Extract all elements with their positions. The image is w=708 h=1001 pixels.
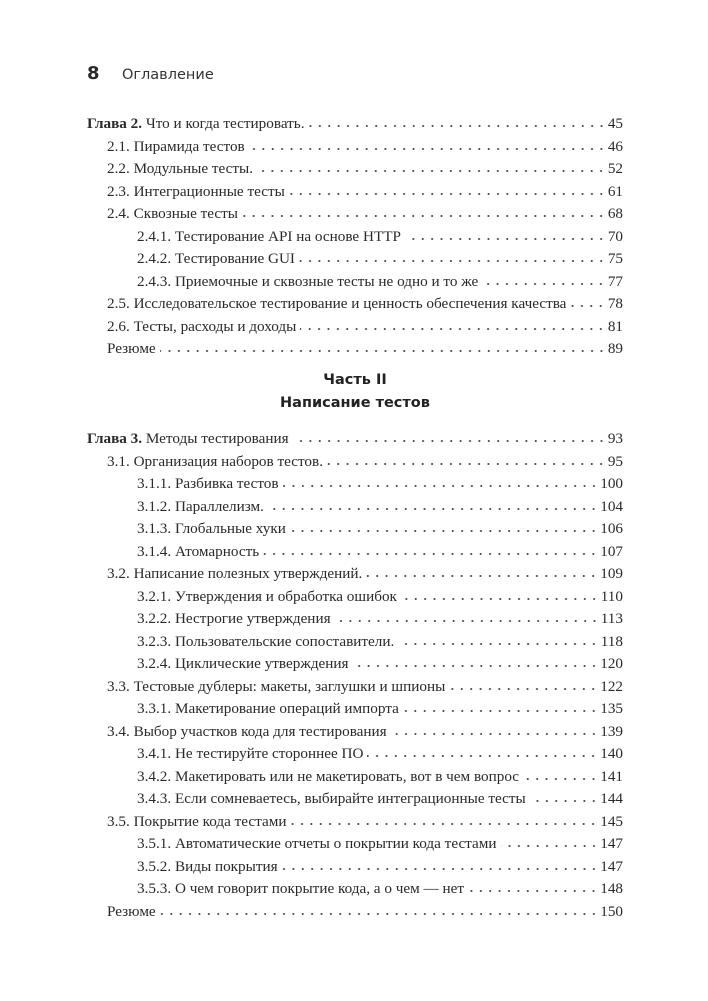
dot-leader xyxy=(300,327,605,331)
page-number: 8 xyxy=(87,63,100,84)
dot-leader xyxy=(160,349,606,353)
dot-leader xyxy=(353,664,599,668)
toc-entry xyxy=(87,878,623,901)
toc-entry xyxy=(87,563,623,586)
toc-entry xyxy=(87,203,623,226)
toc-entry xyxy=(87,451,623,474)
dot-leader xyxy=(366,574,598,578)
toc-entry-title xyxy=(137,743,363,766)
dot-leader xyxy=(468,889,598,893)
entry-label: 3.5.2. Виды покрытия xyxy=(137,857,278,875)
chapter-prefix: Глава 3. xyxy=(87,430,143,447)
toc-entry xyxy=(87,833,623,856)
dot-leader xyxy=(403,709,598,713)
toc-entry-title xyxy=(137,653,349,676)
toc-entry-title xyxy=(137,856,278,879)
dot-leader xyxy=(482,282,606,286)
entry-label: 3.5. Покрытие кода тестами xyxy=(107,812,287,830)
dot-leader xyxy=(257,169,606,173)
entry-label: Резюме xyxy=(107,340,156,357)
toc-entry-title xyxy=(107,158,253,181)
entry-page-number: 100 xyxy=(600,475,623,492)
entry-page-number: 139 xyxy=(600,722,623,740)
entry-label: 2.4. Сквозные тесты xyxy=(107,205,238,222)
dot-leader xyxy=(398,642,599,646)
toc-entry xyxy=(87,901,623,924)
dot-leader xyxy=(249,147,606,151)
chapter-prefix: Глава 2. xyxy=(87,115,143,132)
entry-label: 2.4.3. Приемочные и сквозные тесты не одно и то же xyxy=(137,272,479,290)
entry-page-number: 75 xyxy=(607,250,623,267)
entry-label: 2.1. Пирамида тестов xyxy=(107,137,245,155)
toc-entry-title xyxy=(137,496,264,519)
dot-leader xyxy=(570,304,605,308)
part-number: Часть II xyxy=(323,372,387,388)
dot-leader xyxy=(335,619,599,623)
entry-label: Что и когда тестировать. xyxy=(145,115,305,132)
dot-leader xyxy=(160,912,599,916)
entry-label: 3.2.3. Пользовательские сопоставители. xyxy=(137,632,395,650)
entry-page-number: 141 xyxy=(600,767,623,785)
entry-page-number: 110 xyxy=(600,587,623,605)
entry-page-number: 106 xyxy=(600,520,623,537)
toc-entry xyxy=(87,676,623,699)
toc-entry-title xyxy=(87,428,289,451)
toc-entry xyxy=(87,181,623,204)
toc-entry-title xyxy=(137,833,497,856)
dot-leader xyxy=(289,192,606,196)
entry-page-number: 68 xyxy=(607,205,623,222)
dot-leader xyxy=(293,439,606,443)
entry-page-number: 140 xyxy=(600,745,623,762)
toc-entry-title xyxy=(137,473,279,496)
toc-entry xyxy=(87,316,623,339)
toc-entry-title xyxy=(137,586,397,609)
dot-leader xyxy=(327,462,606,466)
entry-page-number: 93 xyxy=(607,430,623,447)
toc-entry-title xyxy=(137,541,259,564)
entry-label: 2.3. Интеграционные тесты xyxy=(107,182,285,200)
running-header xyxy=(87,63,214,87)
toc-entry-title xyxy=(137,226,401,249)
entry-label: 2.4.1. Тестирование API на основе HTTP xyxy=(137,227,401,245)
entry-page-number: 118 xyxy=(600,632,623,650)
toc-entry xyxy=(87,158,623,181)
part-title: Написание тестов xyxy=(280,395,430,411)
entry-label: 3.4.1. Не тестируйте стороннее ПО xyxy=(137,745,364,762)
entry-label: 3.1.1. Разбивка тестов xyxy=(137,475,279,492)
entry-label: 3.3. Тестовые дублеры: макеты, заглушки и шпионы xyxy=(107,677,446,695)
entry-label: 3.2. Написание полезных утверждений. xyxy=(107,565,363,582)
dot-leader xyxy=(242,214,606,218)
toc-entry-title xyxy=(137,766,519,789)
toc-entry xyxy=(87,608,623,631)
entry-page-number: 95 xyxy=(607,452,623,470)
toc-entry-title xyxy=(137,248,295,271)
toc-entry xyxy=(87,136,623,159)
entry-label: 3.1.2. Параллелизм. xyxy=(137,497,264,515)
toc-entry xyxy=(87,338,623,361)
toc-entry xyxy=(87,248,623,271)
toc-entry xyxy=(87,293,623,316)
entry-label: 3.3.1. Макетирование операций импорта xyxy=(137,700,399,717)
toc-entry xyxy=(87,496,623,519)
toc-entry-title xyxy=(107,901,156,924)
entry-page-number: 145 xyxy=(600,812,623,830)
toc-chapter-entry xyxy=(87,113,623,136)
running-title: Оглавление xyxy=(122,67,214,83)
toc-entry-title xyxy=(137,518,286,541)
dot-leader xyxy=(283,484,599,488)
toc-entry xyxy=(87,586,623,609)
toc-entry-title xyxy=(137,608,331,631)
dot-leader xyxy=(449,687,598,691)
toc-chapter-entry xyxy=(87,428,623,451)
entry-page-number: 70 xyxy=(607,227,623,245)
entry-label: 3.2.1. Утверждения и обработка ошибок xyxy=(137,587,397,605)
toc-entry xyxy=(87,721,623,744)
toc-entry-title xyxy=(107,811,286,834)
entry-page-number: 89 xyxy=(607,340,623,357)
entry-page-number: 107 xyxy=(600,542,623,560)
entry-page-number: 61 xyxy=(607,182,623,200)
toc-entry xyxy=(87,743,623,766)
dot-leader xyxy=(405,237,606,241)
entry-label: 3.1.4. Атомарность xyxy=(137,542,260,560)
toc-entry xyxy=(87,698,623,721)
dot-leader xyxy=(391,732,599,736)
toc-entry-title xyxy=(137,271,478,294)
entry-page-number: 46 xyxy=(607,137,623,155)
toc-entry-title xyxy=(107,676,445,699)
entry-label: 2.4.2. Тестирование GUI xyxy=(137,250,295,267)
entry-label: 3.5.1. Автоматические отчеты о покрытии кода тестами xyxy=(137,835,497,852)
toc-entry-title xyxy=(107,338,156,361)
entry-page-number: 109 xyxy=(600,565,623,582)
toc-entry xyxy=(87,473,623,496)
entry-page-number: 120 xyxy=(600,655,623,672)
entry-page-number: 52 xyxy=(607,160,623,177)
toc-entry xyxy=(87,518,623,541)
toc-entry-title xyxy=(107,316,296,339)
entry-label: 3.4.2. Макетировать или не макетировать, вот в чем вопрос xyxy=(137,767,520,785)
dot-leader xyxy=(530,799,598,803)
toc-chapter-2 xyxy=(87,113,623,361)
toc-entry-title xyxy=(137,631,394,654)
entry-label: 3.5.3. О чем говорит покрытие кода, а о чем — нет xyxy=(137,880,465,897)
dot-leader xyxy=(367,754,598,758)
entry-label: Резюме xyxy=(107,902,156,920)
toc-entry-title xyxy=(107,181,285,204)
toc-entry xyxy=(87,811,623,834)
toc-entry-title xyxy=(137,788,526,811)
dot-leader xyxy=(282,867,599,871)
entry-page-number: 104 xyxy=(600,497,623,515)
toc-entry-title xyxy=(87,113,305,136)
toc-entry xyxy=(87,766,623,789)
toc-entry-title xyxy=(137,698,399,721)
entry-label: 3.2.2. Нестрогие утверждения xyxy=(137,610,331,627)
toc-entry-title xyxy=(107,136,245,159)
entry-page-number: 45 xyxy=(607,115,623,132)
entry-page-number: 147 xyxy=(600,857,623,875)
entry-label: 3.4.3. Если сомневаетесь, выбирайте интеграционные тесты xyxy=(137,790,526,807)
dot-leader xyxy=(401,597,599,601)
toc-entry-title xyxy=(107,203,238,226)
toc-entry xyxy=(87,653,623,676)
toc-chapter-3 xyxy=(87,428,623,923)
toc-entry-title xyxy=(107,293,566,316)
entry-page-number: 150 xyxy=(600,902,623,920)
dot-leader xyxy=(290,529,598,533)
dot-leader xyxy=(268,507,598,511)
entry-page-number: 78 xyxy=(607,295,623,312)
dot-leader xyxy=(263,552,598,556)
toc-entry xyxy=(87,856,623,879)
entry-page-number: 144 xyxy=(600,790,623,807)
entry-page-number: 77 xyxy=(607,272,623,290)
entry-label: 3.2.4. Циклические утверждения xyxy=(137,655,349,672)
entry-label: Методы тестирования xyxy=(145,430,289,447)
entry-label: 3.1. Организация наборов тестов. xyxy=(107,452,323,470)
toc-entry-title xyxy=(107,451,323,474)
dot-leader xyxy=(501,844,599,848)
entry-label: 2.5. Исследовательское тестирование и ценность обеспечения качества xyxy=(107,295,567,312)
toc-entry-title xyxy=(137,878,464,901)
toc-entry xyxy=(87,631,623,654)
toc-entry xyxy=(87,226,623,249)
toc-entry-title xyxy=(107,563,362,586)
dot-leader xyxy=(299,259,606,263)
dot-leader xyxy=(290,822,598,826)
entry-page-number: 81 xyxy=(607,317,623,335)
dot-leader xyxy=(523,777,598,781)
toc-entry-title xyxy=(107,721,387,744)
entry-page-number: 135 xyxy=(600,700,623,717)
entry-label: 3.1.3. Глобальные хуки xyxy=(137,520,286,537)
entry-page-number: 122 xyxy=(600,677,623,695)
entry-page-number: 147 xyxy=(600,835,623,852)
dot-leader xyxy=(309,124,606,128)
entry-page-number: 148 xyxy=(600,880,623,897)
toc-entry xyxy=(87,541,623,564)
entry-label: 2.6. Тесты, расходы и доходы xyxy=(107,317,297,335)
toc-entry xyxy=(87,788,623,811)
entry-page-number: 113 xyxy=(600,610,623,627)
toc-entry xyxy=(87,271,623,294)
entry-label: 3.4. Выбор участков кода для тестирования xyxy=(107,722,387,740)
entry-label: 2.2. Модульные тесты. xyxy=(107,160,254,177)
